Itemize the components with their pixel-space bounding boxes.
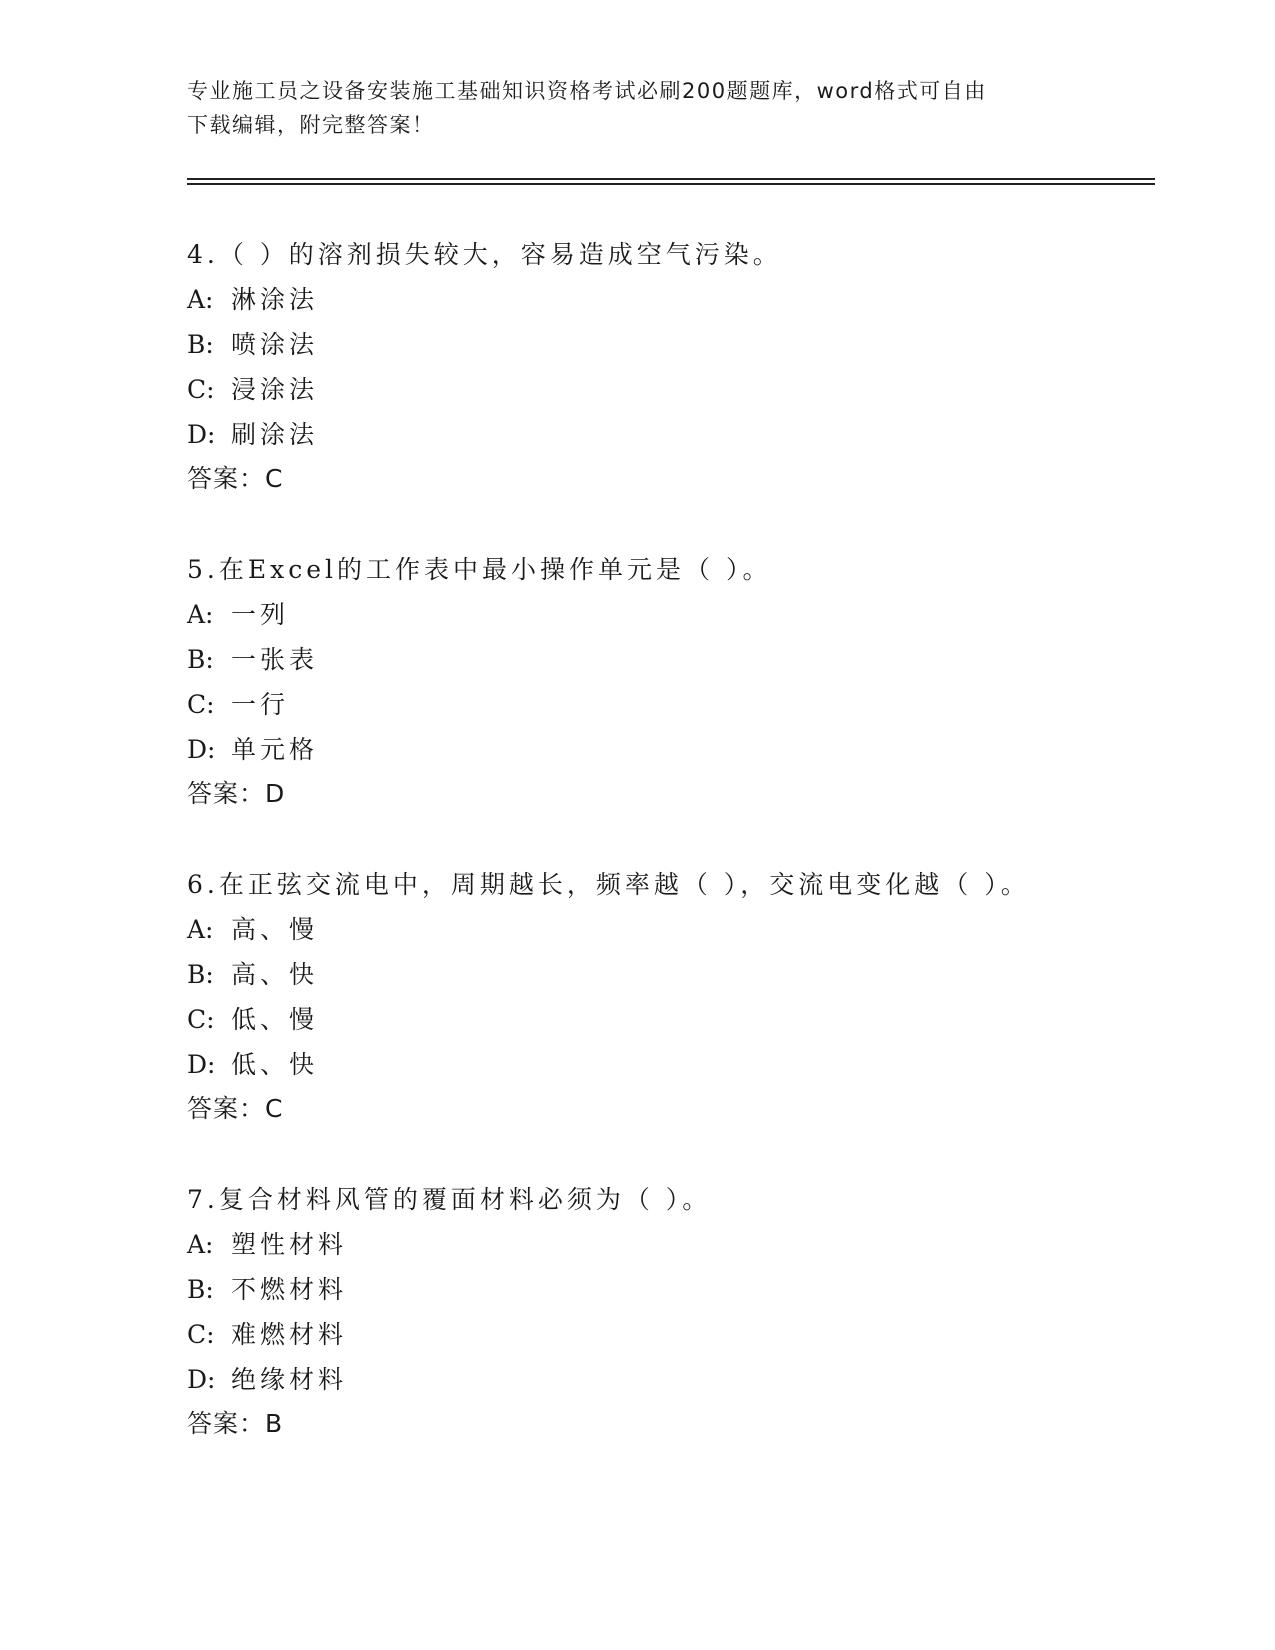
option-key: A: [187,915,214,944]
option-text: 单元格 [231,735,319,764]
option-a [187,285,1137,315]
option-key: C: [187,1320,215,1349]
option-key: D: [187,420,216,449]
option-text: 喷涂法 [231,330,319,359]
option-text: 低、慢 [231,1005,319,1034]
option-text: 浸涂法 [231,375,319,404]
option-text: 一行 [231,690,290,719]
option-text: 高、慢 [231,915,319,944]
answer-line: 答案：D [187,779,286,808]
question-stem: 4.（ ）的溶剂损失较大，容易造成空气污染。 [187,240,782,269]
option-text: 难燃材料 [231,1320,348,1349]
option-key: D: [187,735,216,764]
option-a [187,915,1137,945]
option-d [187,1050,1137,1080]
option-key: C: [187,690,215,719]
question-stem: 6.在正弦交流电中，周期越长，频率越（ ），交流电变化越（ ）。 [187,870,1030,899]
question-block [187,870,1137,1124]
option-a [187,1230,1137,1260]
option-key: B: [187,645,214,674]
option-text: 高、快 [231,960,319,989]
option-d [187,1365,1137,1395]
question-stem: 5.在Excel的工作表中最小操作单元是（ ）。 [187,555,772,584]
option-c [187,375,1137,405]
option-key: A: [187,600,214,629]
header-divider-bottom [187,183,1155,185]
option-key: D: [187,1050,216,1079]
option-key: B: [187,960,214,989]
option-d [187,735,1137,765]
answer-line: 答案：C [187,1094,284,1123]
option-text: 不燃材料 [231,1275,348,1304]
option-a [187,600,1137,630]
option-c [187,1320,1137,1350]
document-header [187,74,1067,142]
answer-line: 答案：C [187,464,284,493]
header-divider-top [187,178,1155,180]
answer-line: 答案：B [187,1409,284,1438]
option-b [187,330,1137,360]
option-key: B: [187,330,214,359]
option-c [187,1005,1137,1035]
question-block [187,240,1137,494]
option-b [187,960,1137,990]
option-text: 塑性材料 [231,1230,348,1259]
header-line-1: 专业施工员之设备安装施工基础知识资格考试必刷200题题库，word格式可自由 [187,79,987,103]
option-key: C: [187,1005,215,1034]
option-text: 低、快 [231,1050,319,1079]
option-key: A: [187,285,214,314]
option-d [187,420,1137,450]
option-key: C: [187,375,215,404]
option-text: 一张表 [231,645,319,674]
option-text: 绝缘材料 [231,1365,348,1394]
option-c [187,690,1137,720]
option-key: A: [187,1230,214,1259]
option-b [187,1275,1137,1305]
option-key: D: [187,1365,216,1394]
question-block [187,555,1137,809]
question-block [187,1185,1137,1439]
header-line-2: 下载编辑，附完整答案！ [187,113,435,137]
option-text: 刷涂法 [231,420,319,449]
option-text: 淋涂法 [231,285,319,314]
question-stem: 7.复合材料风管的覆面材料必须为（ ）。 [187,1185,712,1214]
option-key: B: [187,1275,214,1304]
option-b [187,645,1137,675]
option-text: 一列 [231,600,290,629]
